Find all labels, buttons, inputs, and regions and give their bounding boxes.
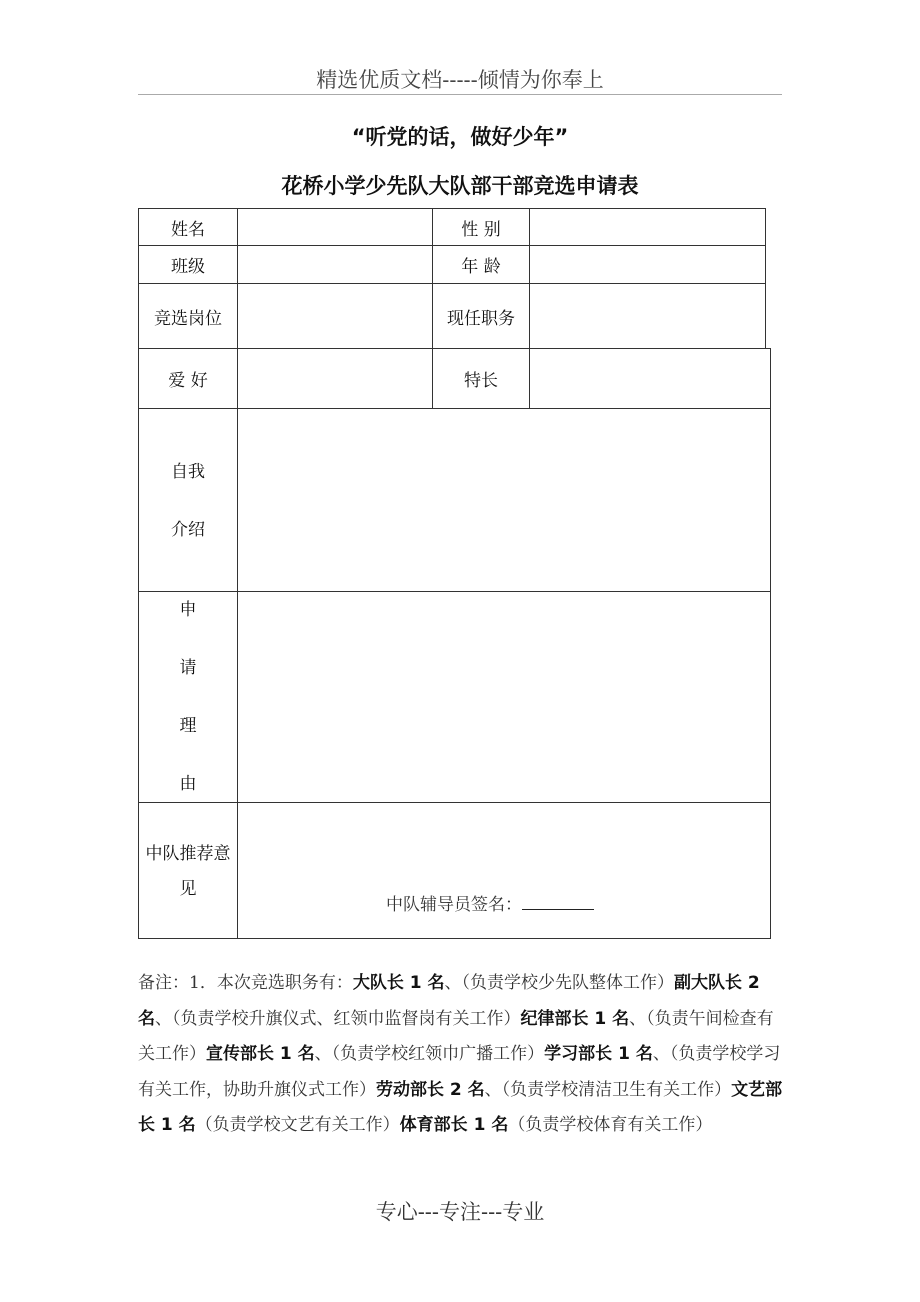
intro-label-line-2: 介绍 bbox=[171, 520, 205, 540]
role-desc: 、（负责午间检查有关工作） bbox=[138, 1008, 774, 1064]
gender-field[interactable] bbox=[529, 208, 766, 246]
role-desc: 、（负责学校学习有关工作，协助升旗仪式工作） bbox=[138, 1044, 781, 1100]
document-title: 花桥小学少先队大队部干部竞选申请表 bbox=[281, 174, 639, 198]
current-duty-field[interactable] bbox=[529, 283, 766, 349]
role-name: 体育部长 1 名 bbox=[399, 1115, 509, 1135]
hobby-field[interactable] bbox=[237, 348, 433, 409]
intro-label-line-1: 自我 bbox=[171, 462, 205, 482]
current-duty-label: 现任职务 bbox=[447, 308, 515, 329]
page-header: 精选优质文档-----倾情为你奉上 bbox=[316, 68, 604, 92]
notes-section bbox=[138, 966, 786, 1144]
reason-char: 请 bbox=[179, 658, 197, 678]
age-field[interactable] bbox=[529, 245, 766, 284]
gender-label: 性 别 bbox=[461, 219, 501, 240]
reason-char: 理 bbox=[179, 716, 197, 736]
application-reason-field[interactable] bbox=[237, 591, 771, 803]
specialty-field[interactable] bbox=[529, 348, 771, 409]
recommend-label bbox=[138, 842, 238, 901]
role-name: 大队长 1 名 bbox=[352, 973, 445, 993]
class-field[interactable] bbox=[237, 245, 433, 284]
signature-line[interactable] bbox=[522, 893, 594, 910]
name-label: 姓名 bbox=[171, 219, 205, 240]
role-desc: 、（负责学校清洁卫生有关工作） bbox=[484, 1079, 732, 1100]
role-name: 劳动部长 2 名 bbox=[376, 1079, 485, 1100]
position-field[interactable] bbox=[237, 283, 433, 349]
age-label: 年 龄 bbox=[461, 257, 501, 277]
role-desc: （负责学校文艺有关工作） bbox=[195, 1115, 400, 1135]
role-name: 文艺部长 1 名 bbox=[138, 1079, 783, 1135]
role-desc: 、（负责学校少先队整体工作） bbox=[444, 973, 674, 993]
reason-char: 申 bbox=[179, 600, 197, 620]
counselor-signature bbox=[386, 890, 594, 915]
header-divider bbox=[138, 94, 782, 95]
notes-prefix: 备注：1．本次竞选职务有： bbox=[138, 973, 353, 993]
role-name: 纪律部长 1 名 bbox=[520, 1008, 630, 1029]
role-name: 宣传部长 1 名 bbox=[206, 1044, 315, 1064]
class-label: 班级 bbox=[171, 257, 205, 277]
reason-char: 由 bbox=[179, 774, 197, 794]
squad-recommendation-field[interactable] bbox=[237, 802, 771, 939]
role-name: 副大队长 2 名 bbox=[138, 973, 760, 1029]
role-desc: 、（负责学校升旗仪式、红领巾监督岗有关工作） bbox=[155, 1008, 521, 1029]
intro-label bbox=[138, 460, 238, 542]
name-field[interactable] bbox=[237, 208, 433, 246]
signature-label: 中队辅导员签名： bbox=[386, 895, 522, 915]
page-footer: 专心---专注---专业 bbox=[375, 1200, 545, 1224]
role-name: 学习部长 1 名 bbox=[544, 1044, 653, 1064]
recommend-label-line-2: 见 bbox=[179, 879, 197, 899]
hobby-label: 爱 好 bbox=[168, 371, 208, 391]
position-label: 竞选岗位 bbox=[154, 308, 222, 329]
role-desc: （负责学校体育有关工作） bbox=[508, 1115, 713, 1135]
self-intro-field[interactable] bbox=[237, 408, 771, 592]
recommend-label-line-1: 中队推荐意 bbox=[145, 844, 231, 864]
document-slogan: “听党的话，做好少年” bbox=[351, 125, 569, 149]
reason-label bbox=[138, 598, 238, 796]
specialty-label: 特长 bbox=[464, 371, 498, 391]
role-desc: 、（负责学校红领巾广播工作） bbox=[314, 1044, 545, 1064]
